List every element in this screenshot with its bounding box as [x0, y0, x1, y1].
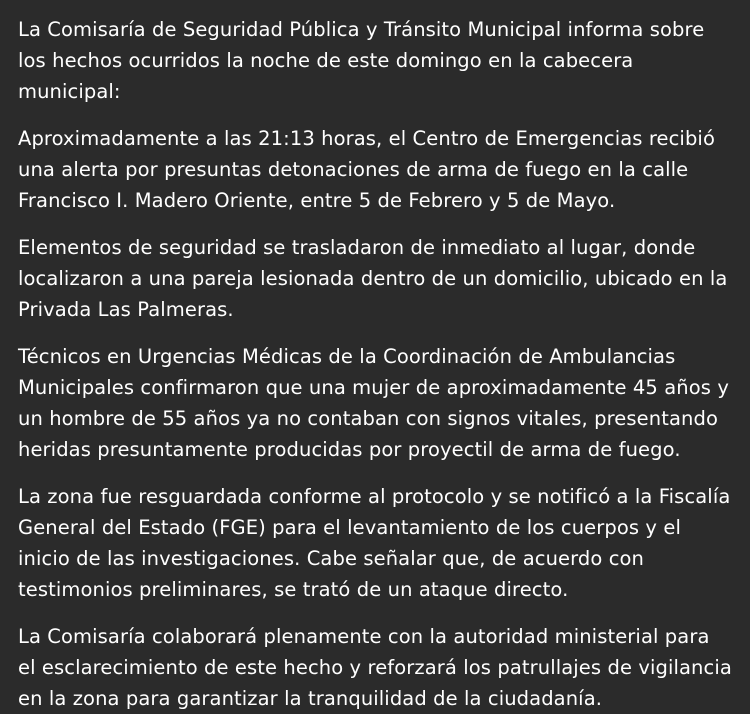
- statement-paragraph: Elementos de seguridad se trasladaron de inmediato al lugar, donde localizaron a una pareja lesionada dentro de un domicilio, ubicado en la Privada Las Palmeras.: [18, 236, 728, 321]
- statement-paragraph: La zona fue resguardada conforme al protocolo y se notificó a la Fiscalía General del Estado (FGE) para el levantamiento de los cuerpos y el inicio de las investigaciones. Cabe señalar que, de acuerdo con testimonios preliminares, se trató de un ataque directo.: [18, 485, 731, 601]
- statement-paragraph: Aproximadamente a las 21:13 horas, el Centro de Emergencias recibió una alerta por presuntas detonaciones de arma de fuego en la calle Francisco I. Madero Oriente, entre 5 de Febrero y 5 de Mayo.: [18, 127, 715, 212]
- statement-paragraph: Técnicos en Urgencias Médicas de la Coordinación de Ambulancias Municipales confirmaron que una mujer de aproximadamente 45 años y un hombre de 55 años ya no contaban con signos vitales, presentando heridas presuntamente producidas por proyectil de arma de fuego.: [18, 345, 729, 461]
- statement-paragraph: La Comisaría colaborará plenamente con la autoridad ministerial para el esclarecimiento de este hecho y reforzará los patrullajes de vigilancia en la zona para garantizar la tranquilidad de la ciudadanía.: [18, 625, 732, 710]
- statement-paragraph: La Comisaría de Seguridad Pública y Tránsito Municipal informa sobre los hechos ocurridos la noche de este domingo en la cabecera municipal:: [18, 18, 705, 103]
